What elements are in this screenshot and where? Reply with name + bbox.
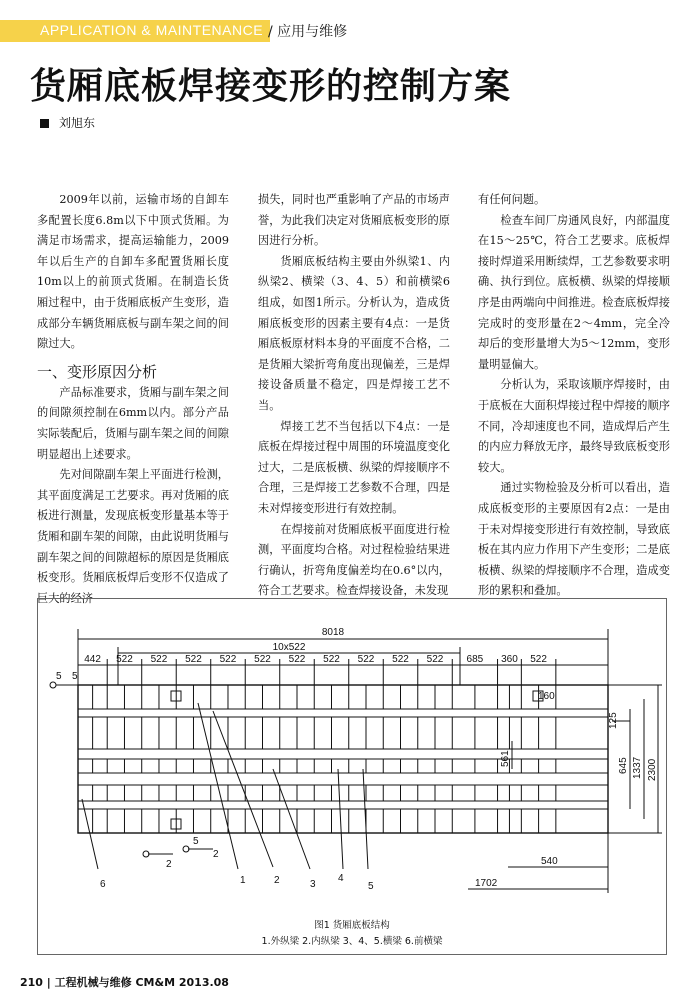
- paragraph: 损失，同时也严重影响了产品的市场声誉，为此我们决定对货厢底板变形的原因进行分析。: [258, 193, 450, 248]
- weld-label: 2: [166, 859, 172, 870]
- author-bullet-icon: [40, 119, 49, 128]
- floor-structure-drawing: [38, 599, 666, 954]
- part-number: 2: [274, 875, 280, 886]
- paragraph: 2009年以前，运输市场的自卸车多配置长度6.8m以下中顶式货厢。为满足市场需求，提高运输能力，2009年以后生产的自卸车多配置货厢长度10m以上的前顶式货厢。在制造长货厢过程中，由于货厢底板产生变形，造成部分车辆货厢底板与副车架之间的间隙过大。: [37, 193, 229, 351]
- dim-total: 8018: [321, 627, 345, 638]
- paragraph: 分析认为，采取该顺序焊接时，由于底板在大面积焊接过程中焊接的顺序不同，冷却速度也不同，造成焊后产生的内应力释放无序，最终导致底板变形较大。: [478, 378, 670, 474]
- text-column-1: [37, 190, 229, 609]
- dim-2300: 2300: [647, 758, 658, 781]
- dim-segment: 522: [426, 654, 444, 665]
- part-number: 1: [240, 875, 246, 886]
- dim-645: 645: [618, 757, 629, 774]
- paragraph: 有任何问题。: [478, 193, 546, 206]
- dim-segment: 522: [254, 654, 271, 665]
- dim-segment: 522: [288, 654, 306, 665]
- dim-1702: 1702: [475, 878, 498, 889]
- part-number: 5: [368, 881, 374, 892]
- paragraph: 货厢底板结构主要由外纵梁1、内纵梁2、横梁（3、4、5）和前横梁6组成，如图1所示。分析认为，造成货厢底板变形的因素主要有4点：一是货厢底板原材料本身的平面度不合格，二是货厢大梁折弯角度出现偏差，三是焊接设备质量不稳定，四是焊接工艺不当。: [258, 254, 450, 412]
- text-column-2: [258, 190, 450, 602]
- paragraph: 焊接工艺不当包括以下4点：一是底板在焊接过程中周围的环境温度变化过大，二是底板横、纵梁的焊接顺序不合理，三是焊接工艺参数不合理，四是未对焊接变形进行有效控制。: [258, 419, 450, 515]
- dim-125: 125: [608, 712, 619, 729]
- dim-segment: 360: [501, 654, 518, 665]
- dim-segment: 522: [392, 654, 409, 665]
- section-heading: 一、变形原因分析: [37, 362, 158, 381]
- paragraph: 通过实物检验及分析可以看出，造成底板变形的主要原因有2点：一是由于未对焊接变形进行有效控制，导致底板在其内应力作用下产生变形；二是底板横、纵梁的焊接顺序不合理，造成变形的累积和叠加。: [478, 481, 670, 598]
- dim-segment: 522: [219, 654, 237, 665]
- text-column-3: [478, 190, 670, 602]
- weld-label: 5: [72, 671, 78, 682]
- weld-label: 5: [193, 836, 199, 847]
- dim-segment: 522: [116, 654, 133, 665]
- paragraph: 检查车间厂房通风良好，内部温度在15～25℃，符合工艺要求。底板焊接时焊道采用断续焊，工艺参数要求明确、执行到位。底板横、纵梁的焊接顺序是由两端向中间推进。检查底板焊接完成时的变形量在2～4mm，完全冷却后的变形量增大为5～12mm，变形量明显偏大。: [478, 213, 670, 371]
- dim-group: 10x522: [272, 642, 306, 653]
- section-label-cn: / 应用与维修: [268, 24, 348, 40]
- section-label-en: APPLICATION & MAINTENANCE: [40, 22, 264, 38]
- dim-561: 561: [500, 750, 511, 767]
- weld-label: 2: [213, 849, 219, 860]
- paragraph: 产品标准要求，货厢与副车架之间的间隙须控制在6mm以内。部分产品实际装配后，货厢与副车架之间的间隙明显超出上述要求。: [37, 385, 229, 461]
- dim-1337: 1337: [632, 756, 643, 779]
- article-title: 货厢底板焊接变形的控制方案: [30, 66, 512, 107]
- figure-1: [37, 598, 667, 955]
- weld-label: 5: [56, 671, 62, 682]
- dim-segment: 522: [357, 654, 375, 665]
- part-number: 6: [100, 879, 106, 890]
- dim-segment: 522: [150, 654, 168, 665]
- dim-160: 160: [538, 691, 555, 702]
- part-number: 4: [338, 873, 344, 884]
- dim-segment: 685: [466, 654, 484, 665]
- dim-segment: 522: [323, 654, 340, 665]
- dim-540: 540: [541, 856, 558, 867]
- figure-caption-title: 图1 货厢底板结构: [314, 920, 390, 931]
- dim-segment: 442: [84, 654, 101, 665]
- author-name: 刘旭东: [59, 116, 96, 130]
- dim-segment: 522: [185, 654, 202, 665]
- paragraph: 在焊接前对货厢底板平面度进行检测，平面度均合格。对过程检验结果进行确认，折弯角度偏差均在0.6°以内，符合工艺要求。检查焊接设备，未发现: [258, 522, 450, 598]
- paragraph: 先对间隙副车架上平面进行检测，其平面度满足工艺要求。再对货厢的底板进行测量，发现底板变形量基本等于货厢和副车架的间隙，由此说明货厢与副车架之间的间隙超标的原因是货厢底板变形。货厢底板焊后变形不仅造成了巨大的经济: [37, 468, 229, 605]
- part-number: 3: [310, 879, 316, 890]
- figure-caption-legend: 1.外纵梁 2.内纵梁 3、4、5.横梁 6.前横梁: [261, 936, 443, 947]
- dim-segment: 522: [530, 654, 547, 665]
- page-footer: 210 | 工程机械与维修 CM&M 2013.08: [20, 976, 229, 989]
